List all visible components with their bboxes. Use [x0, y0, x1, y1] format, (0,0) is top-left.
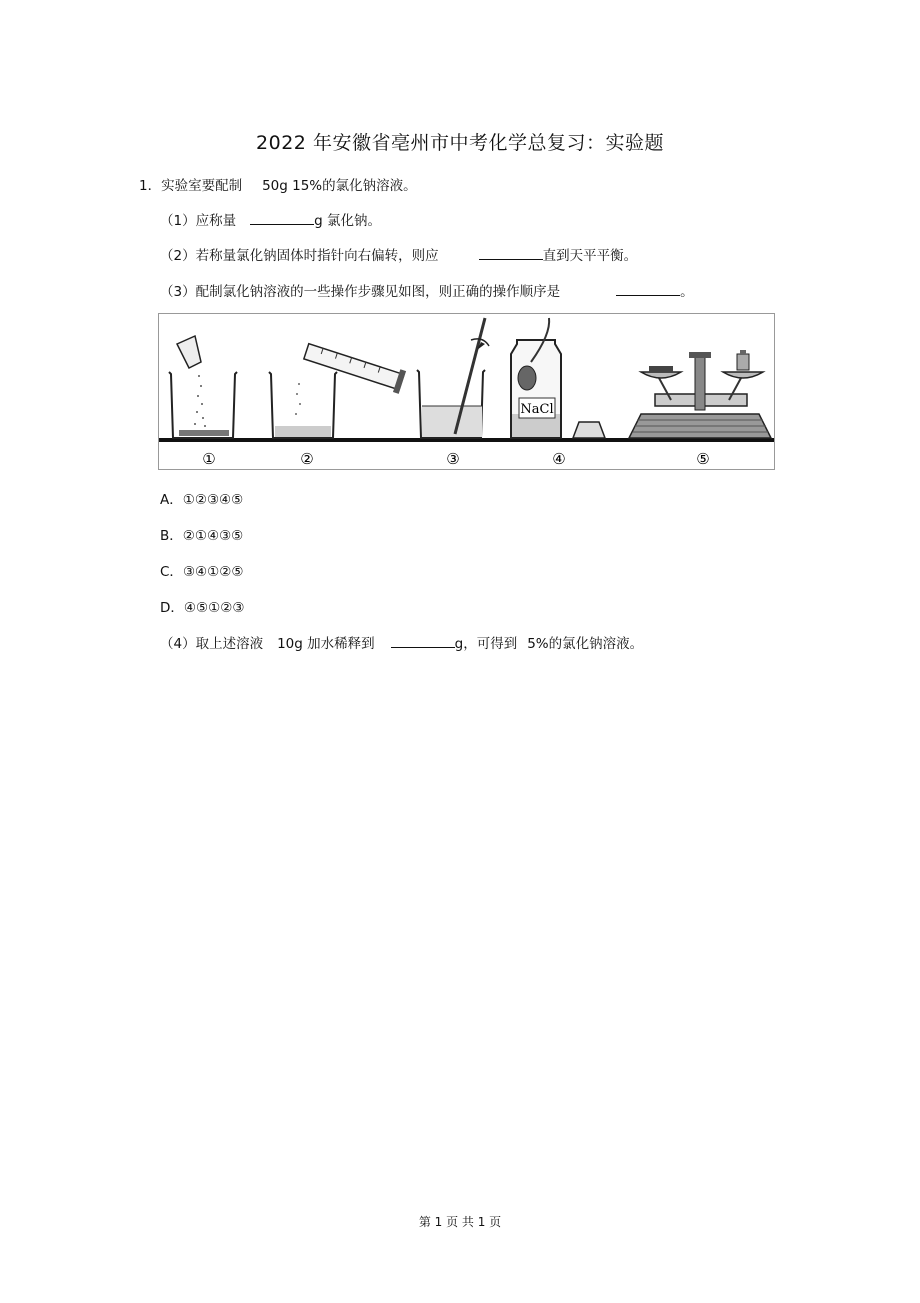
sub3-text-2: 。	[680, 284, 694, 300]
experiment-diagram	[159, 314, 774, 469]
step-label-5: ⑤	[696, 450, 710, 468]
subquestion-3	[160, 280, 694, 300]
subquestion-4	[160, 632, 643, 652]
option-d[interactable]	[160, 596, 244, 616]
page-footer: 第 1 页 共 1 页	[418, 1215, 502, 1229]
option-text: ②①④③⑤	[182, 528, 244, 544]
option-text: ①②③④⑤	[182, 492, 244, 508]
sub2-text: （2）若称量氯化钠固体时指针向右偏转，则应	[160, 248, 439, 264]
step-label-1: ①	[202, 450, 216, 468]
sub4-text-3: g，可得到	[454, 636, 518, 652]
nacl-label: NaCl	[520, 402, 554, 417]
answer-blank-3[interactable]	[616, 281, 680, 296]
step-5-weigh	[629, 350, 771, 438]
stem-text: 实验室要配制	[161, 178, 243, 194]
option-letter: C．	[160, 564, 183, 580]
question-number: 1．	[139, 178, 162, 194]
experiment-figure	[158, 313, 775, 470]
subquestion-1	[160, 209, 381, 229]
answer-blank-2[interactable]	[479, 245, 543, 260]
page-title: 2022 年安徽省亳州市中考化学总复习：实验题	[256, 132, 664, 154]
sub4-text-2: 10g 加水稀释到	[277, 636, 375, 652]
step-1-pour-solid	[169, 336, 237, 438]
answer-blank-1[interactable]	[250, 210, 314, 225]
question-stem	[139, 174, 417, 194]
option-text: ④⑤①②③	[183, 600, 245, 616]
stem-text-2: 50g 15%的氯化钠溶液。	[262, 178, 417, 194]
sub1-text: （1）应称量	[160, 213, 237, 229]
option-c[interactable]	[160, 560, 243, 580]
bottle-stopper	[573, 422, 605, 438]
step-label-2: ②	[300, 450, 314, 468]
option-letter: A．	[160, 492, 183, 508]
subquestion-2	[160, 244, 637, 264]
sub2-text-2: 直到天平平衡。	[542, 248, 638, 264]
step-label-3: ③	[446, 450, 460, 468]
step-3-stir	[417, 318, 489, 438]
option-letter: B．	[160, 528, 183, 544]
step-2-pour-water	[269, 340, 406, 438]
sub4-text-4: 5%的氯化钠溶液。	[527, 636, 644, 652]
sub1-text-2: g 氯化钠。	[314, 213, 381, 229]
option-b[interactable]	[160, 524, 243, 544]
sub4-text: （4）取上述溶液	[160, 636, 264, 652]
answer-blank-4[interactable]	[391, 633, 455, 648]
option-a[interactable]	[160, 488, 243, 508]
option-letter: D．	[160, 600, 184, 616]
sub3-text: （3）配制氯化钠溶液的一些操作步骤见如图，则正确的操作顺序是	[160, 284, 561, 300]
option-text: ③④①②⑤	[182, 564, 244, 580]
step-4-take-solid	[511, 318, 605, 438]
step-label-4: ④	[552, 450, 566, 468]
